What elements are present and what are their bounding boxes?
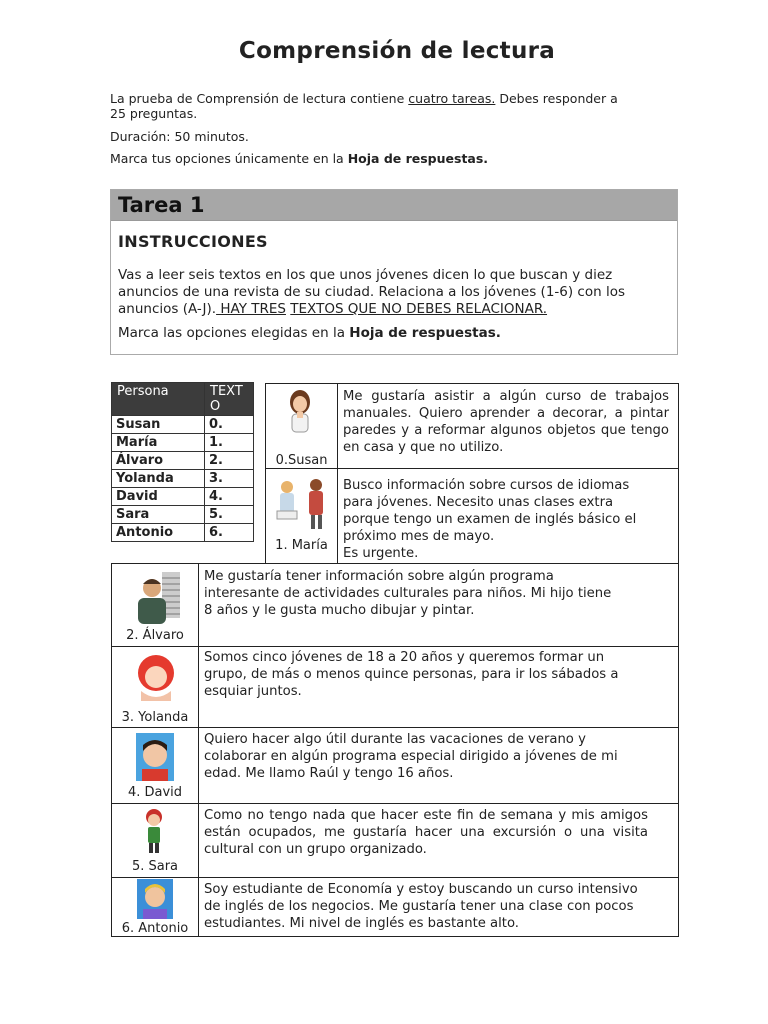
person-text: Como no tengo nada que hacer este fin de semana y mis amigos están ocupados, me gustaría hacer una excursión o una visita cultural con un grupo organizado.: [204, 808, 648, 857]
person-picture: [112, 645, 199, 727]
person-caption: 6. Antonio: [121, 921, 189, 936]
row-name: Yolanda: [112, 470, 205, 488]
person-caption: 4. David: [127, 785, 183, 800]
man-avatar-icon: [130, 570, 182, 624]
text-line: edad. Me llamo Raúl y tengo 16 años.: [204, 766, 454, 781]
redhead-avatar-icon: [131, 653, 181, 703]
row-name: Susan: [112, 416, 205, 434]
woman-avatar-icon: [285, 388, 315, 436]
person-row-maria: [265, 467, 679, 564]
text-line: Soy estudiante de Economía y estoy buscando un curso intensivo: [204, 882, 638, 897]
header-persona: Persona: [112, 383, 205, 416]
person-picture: [266, 384, 338, 468]
table-row: [112, 416, 254, 434]
table-row: [112, 434, 254, 452]
text-line: porque tengo un examen de inglés básico el: [343, 512, 637, 527]
instructions-mark: [118, 325, 666, 342]
row-name: Álvaro: [112, 452, 205, 470]
intro-text: La prueba de Comprensión de lectura contiene: [110, 91, 409, 106]
duration-text: Duración: 50 minutos.: [110, 129, 249, 144]
intro-line: [110, 91, 650, 121]
header-texto: TEXTO: [205, 383, 254, 416]
tarea-box: [110, 189, 678, 355]
person-row-antonio: [111, 877, 679, 937]
table-row: [112, 506, 254, 524]
row-name: Sara: [112, 506, 205, 524]
instructions-title: INSTRUCCIONES: [118, 232, 268, 251]
row-code: 3.: [205, 470, 254, 488]
text-line: para jóvenes. Necesito unas clases extra: [343, 495, 614, 510]
text-line: interesante de actividades culturales para niños. Mi hijo tiene: [204, 586, 612, 601]
table-row: [112, 488, 254, 506]
instr-line: anuncios de una revista de su ciudad. Relaciona a los jóvenes (1-6) con los: [118, 284, 625, 300]
person-caption: 5. Sara: [131, 859, 179, 874]
table-row: [112, 452, 254, 470]
person-picture: [112, 803, 199, 877]
person-row-sara: [111, 803, 679, 878]
instr-bold: Hoja de respuestas.: [349, 325, 501, 341]
person-text: [204, 649, 672, 700]
person-row-susan: [265, 383, 679, 469]
girl-avatar-icon: [142, 807, 166, 853]
text-line: esquiar juntos.: [204, 684, 302, 699]
instr-text: Marca las opciones elegidas en la: [118, 325, 350, 341]
boy-avatar-icon: [136, 733, 174, 781]
text-line: Quiero hacer algo útil durante las vacaciones de verano y: [204, 732, 586, 747]
row-code: 6.: [205, 524, 254, 542]
row-name: María: [112, 434, 205, 452]
text-line: estudiantes. Mi nivel de inglés es bastante alto.: [204, 916, 519, 931]
person-text: [204, 731, 672, 782]
person-caption: 2. Álvaro: [126, 628, 184, 643]
person-text: [343, 477, 673, 562]
person-picture: [112, 727, 199, 803]
person-caption: 3. Yolanda: [121, 710, 189, 725]
person-picture: [112, 877, 199, 936]
text-line: próximo mes de mayo.: [343, 529, 495, 544]
person-caption: 1. María: [275, 538, 328, 553]
person-picture: [266, 467, 338, 563]
person-row-yolanda: [111, 645, 679, 728]
table-row: [112, 524, 254, 542]
person-text: [204, 568, 672, 619]
text-line: Me gustaría tener información sobre algún programa: [204, 569, 554, 584]
text-line: colaborar en algún programa especial dirigido a jóvenes de mi: [204, 749, 618, 764]
mark-text: Marca tus opciones únicamente en la: [110, 151, 348, 166]
text-line: Es urgente.: [343, 546, 419, 561]
mark-bold: Hoja de respuestas.: [347, 151, 489, 166]
text-line: de inglés de los negocios. Me gustaría tener una clase con pocos: [204, 899, 634, 914]
person-text: [204, 881, 672, 932]
row-code: 2.: [205, 452, 254, 470]
mark-instruction: [110, 151, 650, 166]
person-row-david: [111, 727, 679, 804]
instr-line: anuncios (A-J).: [118, 301, 217, 317]
answer-table: [111, 382, 254, 542]
text-line: grupo, de más o menos quince personas, para ir los sábados a: [204, 667, 619, 682]
person-row-alvaro: [111, 563, 679, 647]
row-code: 1.: [205, 434, 254, 452]
person-text: Me gustaría asistir a algún curso de trabajos manuales. Quiero aprender a decorar, a pintar paredes y a reformar algunos objetos que tengo en casa y que no utilizo.: [343, 389, 669, 455]
row-code: 0.: [205, 416, 254, 434]
row-code: 4.: [205, 488, 254, 506]
tarea-heading: Tarea 1: [118, 193, 205, 217]
intro-text: 25 preguntas.: [110, 106, 198, 121]
row-code: 5.: [205, 506, 254, 524]
person-picture: [112, 564, 199, 646]
table-row: [112, 470, 254, 488]
intro-underlined: cuatro tareas.: [408, 91, 496, 106]
text-line: 8 años y le gusta mucho dibujar y pintar.: [204, 603, 475, 618]
instr-line: Vas a leer seis textos en los que unos jóvenes dicen lo que buscan y diez: [118, 267, 613, 283]
tarea-header: [111, 190, 677, 221]
instr-underlined: HAY TRES: [216, 301, 286, 317]
man-blond-avatar-icon: [137, 879, 173, 919]
row-name: Antonio: [112, 524, 205, 542]
intro-text: Debes responder a: [495, 91, 618, 106]
text-line: Somos cinco jóvenes de 18 a 20 años y queremos formar un: [204, 650, 605, 665]
students-icon: [272, 475, 332, 531]
instructions-text: [118, 267, 666, 318]
page-title: Comprensión de lectura: [238, 38, 556, 64]
instr-underlined: TEXTOS QUE NO DEBES RELACIONAR.: [290, 301, 548, 317]
text-line: Busco información sobre cursos de idiomas: [343, 478, 630, 493]
row-name: David: [112, 488, 205, 506]
person-caption: 0.Susan: [275, 453, 328, 468]
